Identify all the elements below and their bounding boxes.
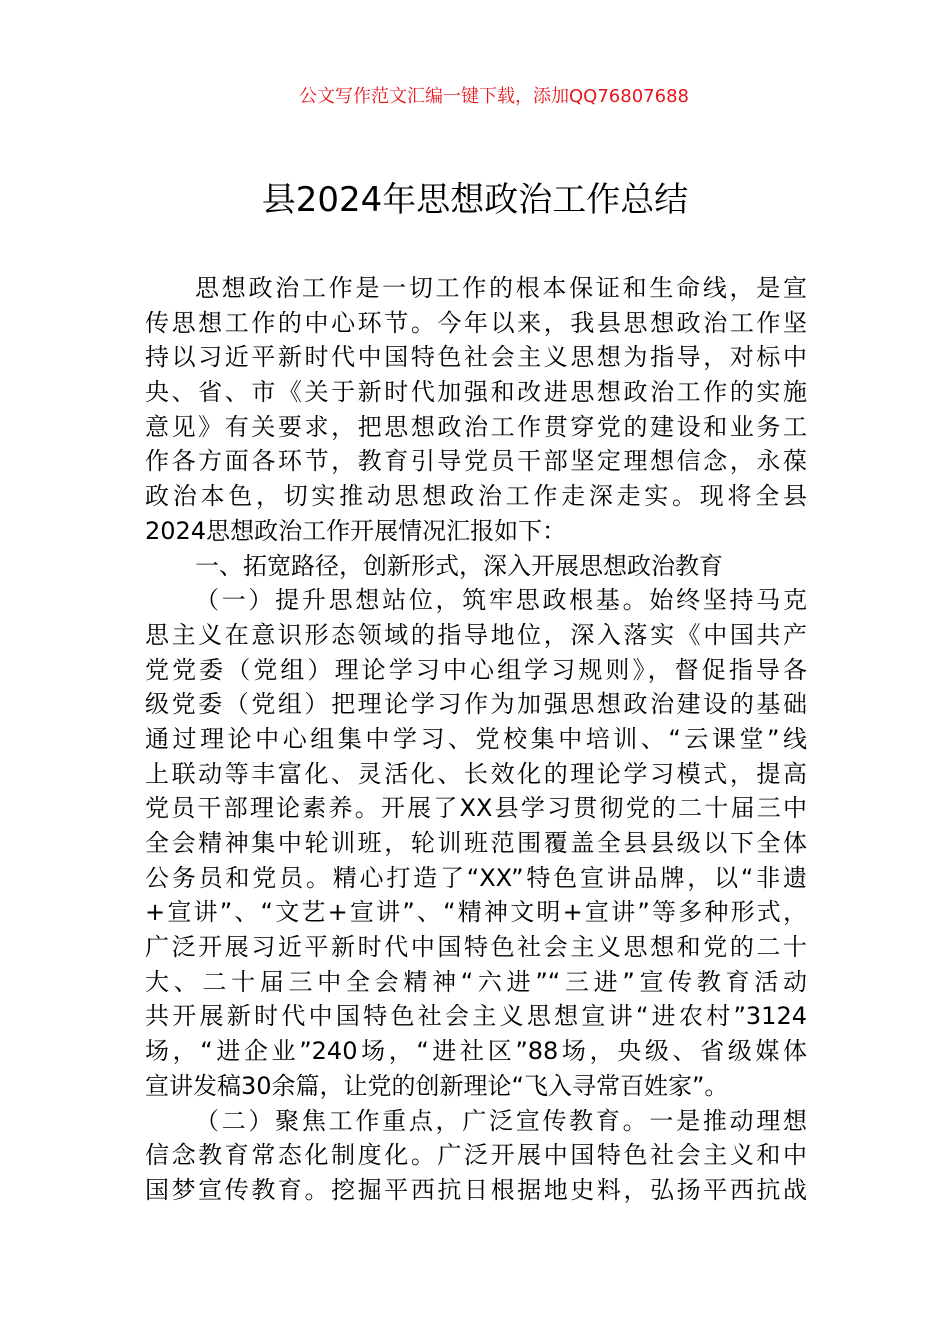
paragraph-line: 作各方面各环节，教育引导党员干部坚定理想信念，永葆 — [145, 447, 807, 476]
paragraph-line: 广泛开展习近平新时代中国特色社会主义思想和党的二十 — [145, 933, 807, 962]
paragraph-line: （一）提升思想站位，筑牢思政根基。始终坚持马克 — [195, 586, 807, 615]
paragraph-line: 通过理论中心组集中学习、党校集中培训、“云课堂”线 — [145, 724, 807, 753]
header-watermark-link[interactable]: 公文写作范文汇编一键下载，添加QQ76807688 — [299, 86, 689, 107]
paragraph-line: 公务员和党员。精心打造了“XX”特色宣讲品牌，以“非遗 — [145, 863, 807, 892]
paragraph-line: 央、省、市《关于新时代加强和改进思想政治工作的实施 — [145, 378, 807, 407]
paragraph-line: 信念教育常态化制度化。广泛开展中国特色社会主义和中 — [145, 1141, 807, 1170]
paragraph-line: 思主义在意识形态领域的指导地位，深入落实《中国共产 — [145, 620, 807, 649]
section-heading: 一、拓宽路径，创新形式，深入开展思想政治教育 — [195, 551, 723, 580]
paragraph-line: 上联动等丰富化、灵活化、长效化的理论学习模式，提高 — [145, 759, 807, 788]
paragraph-line: 全会精神集中轮训班，轮训班范围覆盖全县县级以下全体 — [145, 829, 807, 857]
paragraph-line: 共开展新时代中国特色社会主义思想宣讲“进农村”3124 — [145, 1002, 807, 1031]
paragraph-line: 党党委（党组）理论学习中心组学习规则》，督促指导各 — [145, 655, 807, 684]
paragraph-line: 思想政治工作是一切工作的根本保证和生命线，是宣 — [195, 274, 807, 302]
paragraph-line: 国梦宣传教育。挖掘平西抗日根据地史料，弘扬平西抗战 — [145, 1175, 807, 1204]
paragraph-line: 意见》有关要求，把思想政治工作贯穿党的建设和业务工 — [145, 412, 807, 441]
paragraph-line: 场，“进企业”240场，“进社区”88场，央级、省级媒体 — [145, 1037, 807, 1066]
paragraph-line: 持以习近平新时代中国特色社会主义思想为指导，对标中 — [145, 343, 807, 372]
paragraph-line: 党员干部理论素养。开展了XX县学习贯彻党的二十届三中 — [145, 794, 807, 823]
paragraph-line: 政治本色，切实推动思想政治工作走深走实。现将全县 — [145, 482, 807, 511]
paragraph-line: 大、二十届三中全会精神“六进”“三进”宣传教育活动 — [145, 967, 807, 996]
paragraph-line: （二）聚焦工作重点，广泛宣传教育。一是推动理想 — [195, 1106, 807, 1135]
paragraph-line: 级党委（党组）把理论学习作为加强思想政治建设的基础 — [145, 690, 807, 719]
document-body — [145, 271, 807, 1208]
paragraph-line: +宣讲”、“文艺+宣讲”、“精神文明+宣讲”等多种形式， — [145, 898, 807, 927]
paragraph-line: 传思想工作的中心环节。今年以来，我县思想政治工作坚 — [145, 308, 807, 337]
paragraph-line: 2024思想政治工作开展情况汇报如下： — [145, 516, 567, 545]
document-title: 县2024年思想政治工作总结 — [261, 180, 689, 220]
paragraph-line: 宣讲发稿30余篇，让党的创新理论“飞入寻常百姓家”。 — [145, 1071, 729, 1100]
